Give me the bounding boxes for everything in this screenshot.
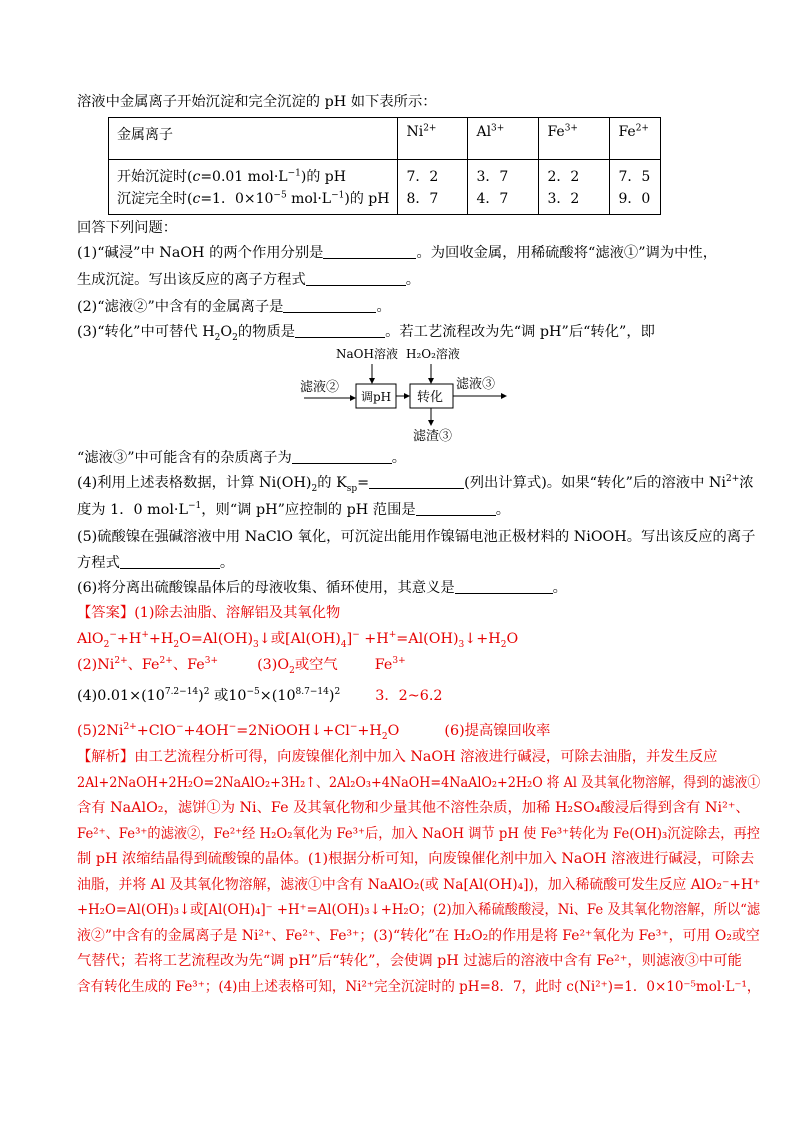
- question-1-line-1: (1)“碱浸”中 NaOH 的两个作用分别是 。为回收金属，用稀硫酸将“滤液①”调为中性，: [77, 245, 718, 261]
- explanation-tag: 【解析】: [77, 749, 135, 765]
- flow-output-label: 滤液③: [456, 377, 496, 392]
- question-1-line-2: 生成沉淀。写出该反应的离子方程式 。: [77, 272, 421, 288]
- questions-intro: 回答下列问题：: [77, 220, 178, 236]
- conversion-label: 转化: [417, 390, 444, 405]
- header-ni: $Ni^{2+}$: [398, 118, 468, 160]
- question-4-line-2: 度为 1．0 $mol\cdot L^{-1}$，则“调 pH”应控制的 pH 范围是 。: [77, 501, 510, 518]
- arrow-head: [428, 378, 434, 384]
- residue-label: 滤渣③: [413, 429, 453, 442]
- answer-blank[interactable]: [323, 244, 416, 259]
- al-values: 3．7 4．7: [468, 160, 539, 215]
- answer-blank[interactable]: [369, 474, 464, 489]
- explanation-line-4: Fe²⁺、Fe³⁺的滤液②，Fe²⁺经 H₂O₂氧化为 Fe³⁺后，加入 NaOH 调节 pH 使 Fe³⁺转化为 Fe(OH)₃沉淀除去，再控: [77, 826, 760, 842]
- explanation-line-10: 含有转化生成的 Fe³⁺；(4)由上述表格可知，Ni²⁺完全沉淀时的 pH=8．7，此时 c(Ni²⁺)=1．0×10⁻⁵mol·L⁻¹，: [77, 979, 761, 995]
- answer-blank[interactable]: [292, 449, 392, 464]
- row2-label: 沉淀完全时(c=1．$0\times 10^{-5}$ $mol\cdot L^{-1}$)的 pH: [117, 190, 390, 207]
- question-3-line-1: (3)“转化”中可替代 $H_2O_2$的物质是 。若工艺流程改为先“调 pH”后“转化”，即: [77, 324, 655, 343]
- table-data-row: [109, 160, 661, 215]
- explanation-line-6: 油脂，并将 Al 及其氧化物溶解，滤液①中含有 NaAlO₂(或 Na[Al(OH)₄])，加入稀硫酸可发生反应 AlO₂⁻+H⁺: [77, 877, 761, 893]
- explanation-line-9: 气替代；若将工艺流程改为先“调 pH”后“转化”，会使调 pH 过滤后的溶液中含有 Fe²⁺，则滤液③中可能: [77, 953, 742, 969]
- question-3-line-2: “滤液③”中可能含有的杂质离子为 。: [77, 450, 407, 466]
- question-4-line-1: (4)利用上述表格数据，计算 $Ni(OH)_2$的 $K_{sp}=$ (列出计算式)。如果“转化”后的溶液中 $Ni^{2+}$浓: [77, 474, 754, 494]
- question-5-line-1: (5)硫酸镍在强碱溶液中用 NaClO 氧化，可沉淀出能用作镍镉电池正极材料的 NiOOH。写出该反应的离子: [77, 529, 756, 545]
- answer-blank[interactable]: [120, 554, 220, 569]
- ni-values: 7．2 8．7: [398, 160, 468, 215]
- row1-label: 开始沉淀时(c=0.01 $mol\cdot L^{-1}$)的 pH: [117, 168, 346, 185]
- explanation-line-3: 含有 NaAlO₂，滤饼①为 Ni、Fe 及其氧化物和少量其他不溶性杂质，加稀 H₂SO₄酸浸后得到含有 Ni²⁺、: [77, 800, 750, 816]
- explanation-line-7: +H₂O=Al(OH)₃↓或[Al(OH)₄]⁻ +H⁺=Al(OH)₃↓+H₂O；(2)加入稀硫酸酸浸，Ni、Fe 及其氧化物溶解，所以“滤: [77, 902, 761, 918]
- question-5-line-2: 方程式 。: [77, 555, 235, 571]
- arrow-head: [404, 393, 410, 399]
- explanation-line-2: 2Al+2NaOH+2H₂O=2NaAlO₂+3H₂↑、2Al₂O₃+4NaOH=4NaAlO₂+2H₂O 将 Al 及其氧化物溶解，得到的滤液①: [77, 775, 761, 791]
- header-label: 金属离子: [109, 118, 398, 160]
- answer-blank[interactable]: [306, 271, 406, 286]
- row-labels: [109, 160, 398, 215]
- answer-1: 【答案】(1)除去油脂、溶解铝及其氧化物: [77, 605, 341, 621]
- answer-blank[interactable]: [416, 501, 496, 516]
- question-2: (2)“滤液②”中含有的金属离子是 。: [77, 299, 391, 315]
- fe2-values: 7．5 9．0: [610, 160, 661, 215]
- ph-adjust-label: 调pH: [361, 390, 392, 404]
- answer-5-6: $(5)2Ni^{2+}+ClO^-+4OH^-=2NiOOH↓+Cl^-+H_2O$ (6)提高镍回收率: [77, 722, 551, 742]
- precipitation-ph-table: [108, 117, 661, 215]
- header-al: $Al^{3+}$: [468, 118, 539, 160]
- fe3-values: 2．2 3．2: [539, 160, 610, 215]
- arrow-head: [369, 378, 375, 384]
- answer-blank[interactable]: [283, 298, 376, 313]
- header-fe2: $Fe^{2+}$: [610, 118, 661, 160]
- explanation-line-8: 液②”中含有的金属离子是 Ni²⁺、Fe²⁺、Fe³⁺；(3)“转化”在 H₂O₂的作用是将 Fe²⁺氧化为 Fe³⁺，可用 O₂或空: [77, 928, 760, 944]
- answer-blank[interactable]: [455, 579, 553, 594]
- arrow-head: [350, 395, 356, 401]
- intro-text: 溶液中金属离子开始沉淀和完全沉淀的 pH 如下表所示：: [77, 94, 437, 110]
- answer-4: $(4)0.01\times(10^{7.2-14})^2$ 或$10^{-5}\times(10^{8.7-14})^2$ 3．2~6.2: [77, 687, 443, 704]
- flow-input-label: 滤液②: [300, 380, 340, 395]
- arrow-head: [501, 393, 507, 399]
- header-fe3: $Fe^{3+}$: [539, 118, 610, 160]
- answer-1-equation: $AlO_2^-+H^++H_2O=Al(OH)_3↓$或$[Al(OH)_4]^-$ $+H^+=Al(OH)_3↓+H_2O$: [77, 630, 519, 650]
- process-flow-diagram: [300, 344, 520, 442]
- arrow-head: [428, 420, 434, 426]
- explanation-line-5: 制 pH 浓缩结晶得到硫酸镍的晶体。(1)根据分析可知，向废镍催化剂中加入 NaOH 溶液进行碱浸，可除去: [77, 851, 755, 867]
- table-header-row: [109, 118, 661, 160]
- question-6: (6)将分离出硫酸镍晶体后的母液收集、循环使用，其意义是 。: [77, 580, 567, 596]
- answer-blank[interactable]: [295, 323, 385, 338]
- reagent-naoh: NaOH溶液: [336, 347, 398, 361]
- reagent-h2o2: H₂O₂溶液: [406, 347, 460, 361]
- answer-4-ph-range: 3．2~6.2: [375, 688, 443, 704]
- answer-tag: 【答案】: [77, 605, 135, 621]
- answer-2-3: $(2)Ni^{2+}$、$Fe^{2+}$、$Fe^{3+}$ $(3)O_2$或空气 $Fe^{3+}$: [77, 656, 406, 676]
- explanation-line-1: 【解析】由工艺流程分析可得，向废镍催化剂中加入 NaOH 溶液进行碱浸，可除去油脂，并发生反应: [77, 749, 718, 765]
